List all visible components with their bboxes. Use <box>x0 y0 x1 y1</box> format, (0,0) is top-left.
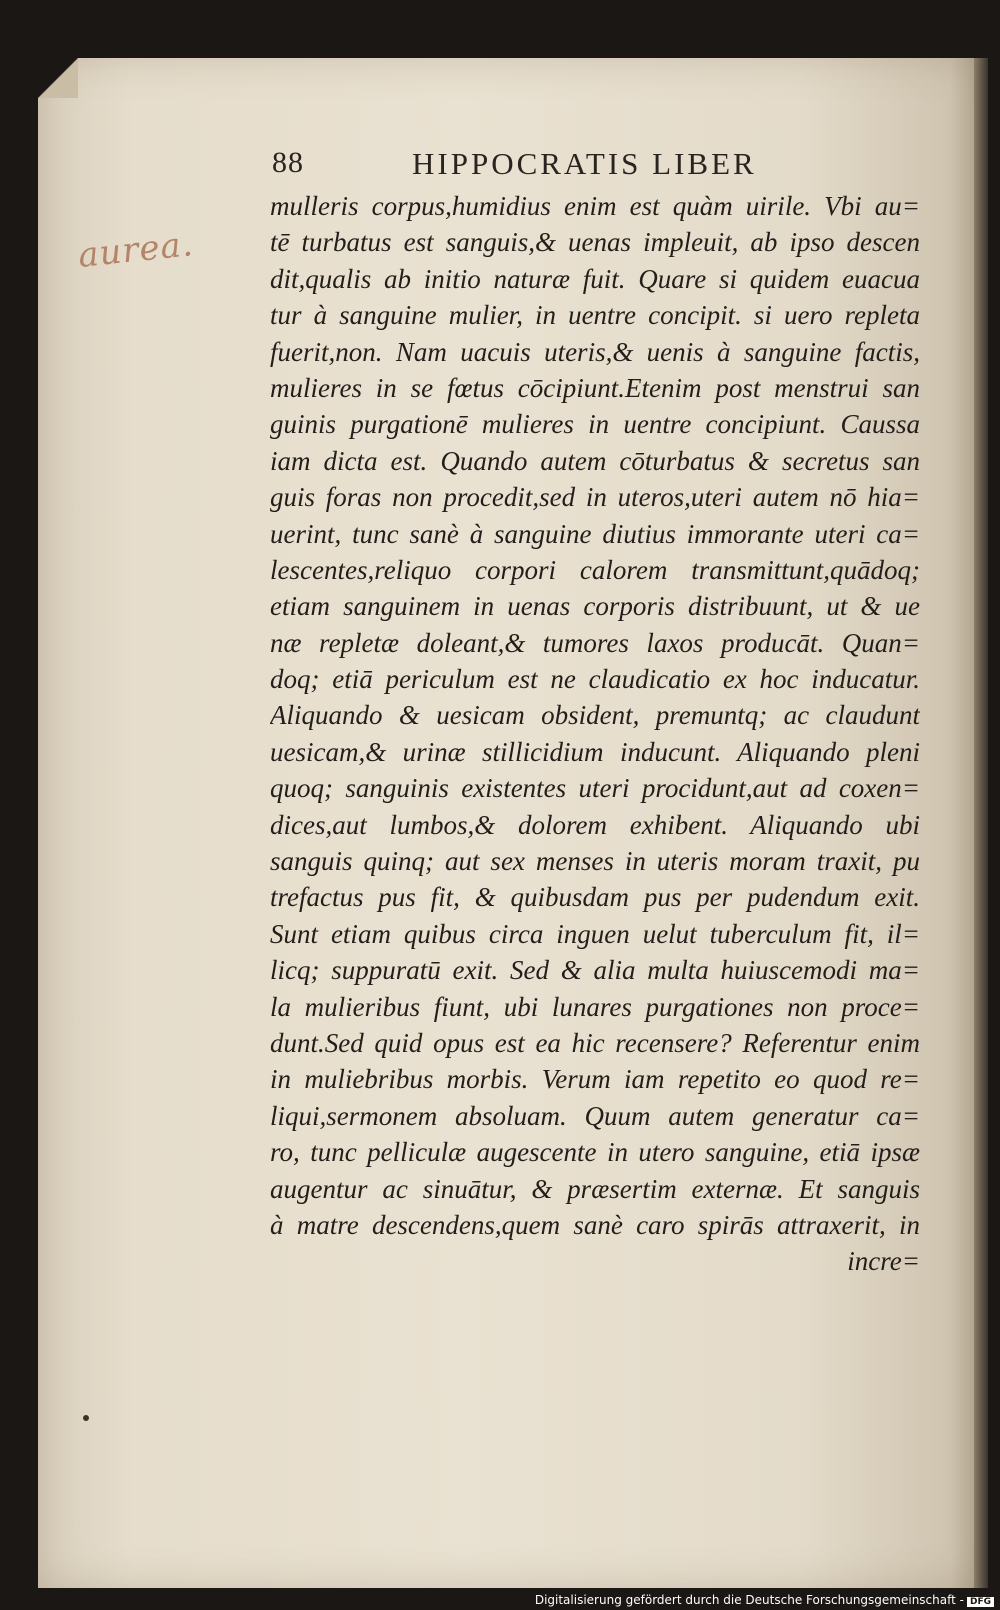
text-line: tē turbatus est sanguis,& uenas impleuit, ab ipso descen <box>270 227 920 258</box>
text-line: incre= <box>847 1246 920 1277</box>
text-line: dit,qualis ab initio naturæ fuit. Quare si quidem euacua <box>270 263 920 294</box>
text-line: doq; etiā periculum est ne claudicatio ex hoc inducatur. <box>270 664 920 695</box>
text-line: à matre descendens,quem sanè caro spirās attraxerit, in <box>270 1209 920 1240</box>
ink-spot <box>83 1415 89 1421</box>
running-head <box>272 146 912 186</box>
text-line: guinis purgationē mulieres in uentre concipiunt. Caussa <box>270 409 920 440</box>
running-title: HIPPOCRATIS LIBER <box>412 146 757 181</box>
digitization-credit <box>533 1592 996 1608</box>
text-line: guis foras non procedit,sed in uteros,uteri autem nō hia= <box>270 482 920 513</box>
text-line: ro, tunc pelliculæ augescente in utero sanguine, etiā ipsæ <box>270 1137 920 1168</box>
text-line: dunt.Sed quid opus est ea hic recensere? Referentur enim <box>270 1027 920 1058</box>
text-line: liqui,sermonem absoluam. Quum autem generatur ca= <box>270 1100 920 1131</box>
text-line: uerint, tunc sanè à sanguine diutius immorante uteri ca= <box>270 518 920 549</box>
text-line: fuerit,non. Nam uacuis uteris,& uenis à sanguine factis, <box>270 336 920 367</box>
text-line: etiam sanguinem in uenas corporis distribuunt, ut & ue <box>270 591 920 622</box>
text-line: mulleris corpus,humidius enim est quàm uirile. Vbi au= <box>270 191 920 221</box>
text-line: uesicam,& urinæ stillicidium inducunt. Aliquando pleni <box>270 736 920 767</box>
text-line: lescentes,reliquo corpori calorem transmittunt,quādoq; <box>270 554 920 585</box>
text-line: quoq; sanguinis existentes uteri procidunt,aut ad coxen= <box>270 773 920 804</box>
text-line: augentur ac sinuātur, & præsertim externæ. Et sanguis <box>270 1173 920 1204</box>
page-edge <box>974 58 988 1588</box>
dfg-logo: DFG <box>967 1597 994 1607</box>
handwritten-marginal-note: aurea. <box>76 224 196 276</box>
text-line: mulieres in se fœtus cōcipiunt.Etenim post menstrui san <box>270 372 920 403</box>
folded-corner <box>38 58 78 98</box>
text-line: Aliquando & uesicam obsident, premuntq; ac claudunt <box>270 700 920 731</box>
body-text <box>270 188 920 1280</box>
text-line: trefactus pus fit, & quibusdam pus per pudendum exit. <box>270 882 920 913</box>
text-line: tur à sanguine mulier, in uentre concipit. si uero repleta <box>270 300 920 331</box>
page-number: 88 <box>272 146 304 179</box>
text-line: licq; suppuratū exit. Sed & alia multa huiuscemodi ma= <box>270 955 920 986</box>
text-line: dices,aut lumbos,& dolorem exhibent. Aliquando ubi <box>270 809 920 840</box>
text-line: Sunt etiam quibus circa inguen uelut tuberculum fit, il= <box>270 918 920 949</box>
text-line: næ repletæ doleant,& tumores laxos producāt. Quan= <box>270 627 920 658</box>
text-line: la mulieribus fiunt, ubi lunares purgationes non proce= <box>270 991 920 1022</box>
text-line: iam dicta est. Quando autem cōturbatus & secretus san <box>270 445 920 476</box>
text-line: sanguis quinq; aut sex menses in uteris moram traxit, pu <box>270 846 920 877</box>
credit-text: Digitalisierung gefördert durch die Deutsche Forschungsgemeinschaft - <box>534 1593 964 1607</box>
text-line: in muliebribus morbis. Verum iam repetito eo quod re= <box>270 1064 920 1095</box>
